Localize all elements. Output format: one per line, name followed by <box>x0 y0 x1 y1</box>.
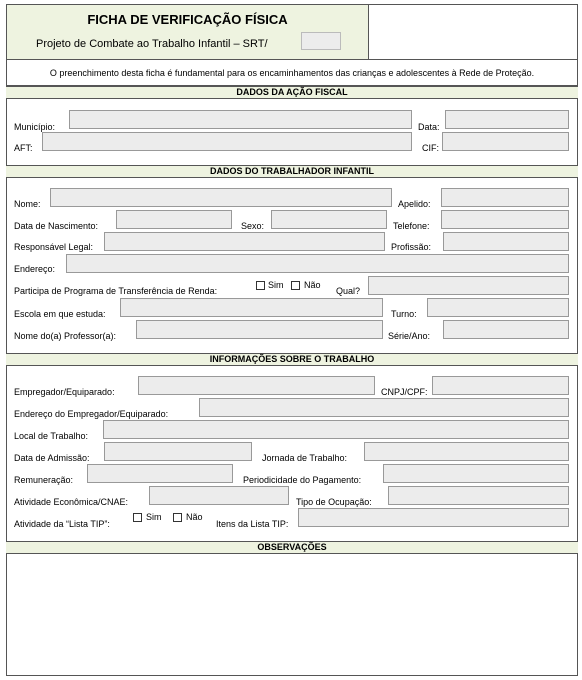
data-field[interactable] <box>445 110 569 129</box>
endereco-empregador-label: Endereço do Empregador/Equiparado: <box>14 409 169 419</box>
data-nascimento-label: Data de Nascimento: <box>14 221 99 231</box>
municipio-field[interactable] <box>69 110 412 129</box>
programa-nao-checkbox[interactable] <box>291 281 300 290</box>
escola-field[interactable] <box>120 298 383 317</box>
municipio-label: Município: <box>14 122 56 132</box>
tipo-ocupacao-field[interactable] <box>388 486 569 505</box>
empregador-field[interactable] <box>138 376 375 395</box>
admissao-label: Data de Admissão: <box>14 453 90 463</box>
endereco-field[interactable] <box>66 254 569 273</box>
form-subtitle: Projeto de Combate ao Trabalho Infantil – SRT/ <box>36 38 268 50</box>
lista-tip-sim-checkbox[interactable] <box>133 513 142 522</box>
form-note: O preenchimento desta ficha é fundamental para os encaminhamentos das crianças e adolescentes à Rede de Proteção. <box>6 60 578 86</box>
atividade-label: Atividade Econômica/CNAE: <box>14 497 129 507</box>
section-trabalhador: DADOS DO TRABALHADOR INFANTIL <box>6 165 578 178</box>
observacoes-area[interactable] <box>6 554 578 676</box>
data-nascimento-field[interactable] <box>116 210 232 229</box>
header-right-box <box>368 4 578 60</box>
programa-label: Participa de Programa de Transferência de Renda: <box>14 286 218 296</box>
remuneracao-label: Remuneração: <box>14 475 74 485</box>
cif-label: CIF: <box>422 143 439 153</box>
endereco-empregador-field[interactable] <box>199 398 569 417</box>
cif-field[interactable] <box>442 132 569 151</box>
professor-label: Nome do(a) Professor(a): <box>14 331 117 341</box>
sexo-field[interactable] <box>271 210 387 229</box>
qual-field[interactable] <box>368 276 569 295</box>
jornada-label: Jornada de Trabalho: <box>262 453 348 463</box>
data-label: Data: <box>418 122 440 132</box>
qual-label: Qual? <box>336 286 361 296</box>
cnpj-field[interactable] <box>432 376 569 395</box>
remuneracao-field[interactable] <box>87 464 233 483</box>
periodicidade-label: Periodicidade do Pagamento: <box>243 475 362 485</box>
turno-field[interactable] <box>427 298 569 317</box>
section-observacoes: OBSERVAÇÕES <box>6 541 578 554</box>
turno-label: Turno: <box>391 309 417 319</box>
tipo-ocupacao-label: Tipo de Ocupação: <box>296 497 372 507</box>
profissao-field[interactable] <box>443 232 569 251</box>
local-label: Local de Trabalho: <box>14 431 89 441</box>
serie-label: Série/Ano: <box>388 331 431 341</box>
form-title: FICHA DE VERIFICAÇÃO FÍSICA <box>87 12 288 27</box>
cnpj-label: CNPJ/CPF: <box>381 387 428 397</box>
lista-tip-nao-label: Não <box>186 512 203 522</box>
itens-tip-field[interactable] <box>298 508 569 527</box>
apelido-field[interactable] <box>441 188 569 207</box>
aft-field[interactable] <box>42 132 412 151</box>
lista-tip-sim-label: Sim <box>146 512 162 522</box>
programa-nao-label: Não <box>304 280 321 290</box>
lista-tip-nao-checkbox[interactable] <box>173 513 182 522</box>
srt-field[interactable] <box>301 32 341 50</box>
nome-field[interactable] <box>50 188 392 207</box>
section-acao-fiscal: DADOS DA AÇÃO FISCAL <box>6 86 578 99</box>
itens-tip-label: Itens da Lista TIP: <box>216 519 289 529</box>
jornada-field[interactable] <box>364 442 569 461</box>
atividade-field[interactable] <box>149 486 289 505</box>
responsavel-label: Responsável Legal: <box>14 242 94 252</box>
local-field[interactable] <box>103 420 569 439</box>
responsavel-field[interactable] <box>104 232 385 251</box>
periodicidade-field[interactable] <box>383 464 569 483</box>
nome-label: Nome: <box>14 199 41 209</box>
empregador-label: Empregador/Equiparado: <box>14 387 115 397</box>
endereco-label: Endereço: <box>14 264 56 274</box>
telefone-field[interactable] <box>441 210 569 229</box>
section-trabalho: INFORMAÇÕES SOBRE O TRABALHO <box>6 353 578 366</box>
professor-field[interactable] <box>136 320 383 339</box>
sexo-label: Sexo: <box>241 221 265 231</box>
profissao-label: Profissão: <box>391 242 432 252</box>
programa-sim-label: Sim <box>268 280 284 290</box>
aft-label: AFT: <box>14 143 33 153</box>
apelido-label: Apelido: <box>398 199 431 209</box>
programa-sim-checkbox[interactable] <box>256 281 265 290</box>
serie-field[interactable] <box>443 320 569 339</box>
escola-label: Escola em que estuda: <box>14 309 106 319</box>
telefone-label: Telefone: <box>393 221 430 231</box>
admissao-field[interactable] <box>104 442 252 461</box>
lista-tip-label: Atividade da “Lista TIP”: <box>14 519 110 529</box>
